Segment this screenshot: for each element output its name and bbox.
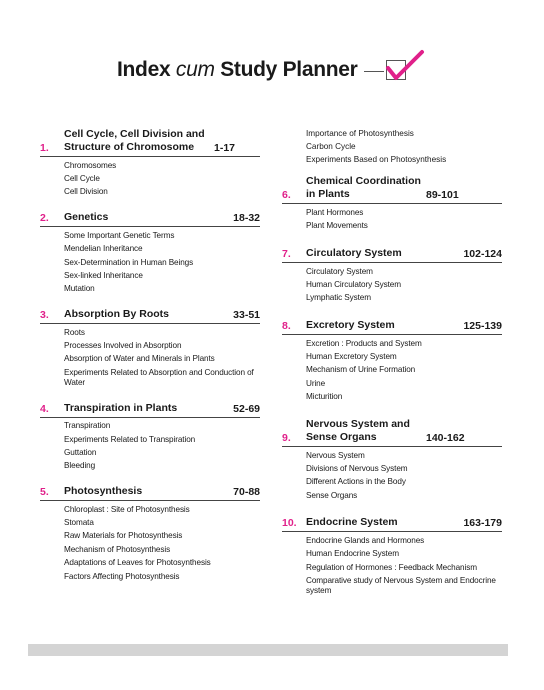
topic-item: Nervous System xyxy=(306,450,365,460)
chapter-heading xyxy=(40,128,260,157)
title-text-italic: cum xyxy=(175,58,215,81)
topic-item: Carbon Cycle xyxy=(306,142,356,152)
topic-item: Sense Organs xyxy=(306,490,358,500)
topic-list xyxy=(64,229,260,296)
topic-item: Absorption of Water and Minerals in Plants xyxy=(64,354,215,364)
topic-item: Factors Affecting Photosynthesis xyxy=(64,571,180,581)
chapter-pages: 70-88 xyxy=(233,486,260,498)
topic-item: Some Important Genetic Terms xyxy=(64,230,175,240)
topic-item: Plant Hormones xyxy=(306,207,364,217)
topic-item: Human Endocrine System xyxy=(306,549,399,559)
chapter-entry xyxy=(282,175,502,233)
chapter-title: Excretory System xyxy=(306,319,395,331)
chapter-pages: 125-139 xyxy=(463,320,502,332)
topic-item: Adaptations of Leaves for Photosynthesis xyxy=(64,558,211,568)
title-rule xyxy=(364,71,384,72)
page-title xyxy=(117,58,358,82)
topic-item: Lymphatic System xyxy=(306,293,371,303)
chapter-number: 9. xyxy=(282,431,291,444)
chapter-title: Photosynthesis xyxy=(64,485,143,497)
chapter-heading xyxy=(282,247,502,263)
chapter-heading xyxy=(40,308,260,324)
topic-item: Roots xyxy=(64,327,85,337)
topic-item: Mendelian Inheritance xyxy=(64,244,143,254)
chapter-entry xyxy=(282,319,502,404)
chapter-title: Cell Cycle, Cell Division and Structure of Chromosome xyxy=(64,128,205,153)
chapter-entry xyxy=(282,418,502,503)
topic-item: Importance of Photosynthesis xyxy=(306,128,414,138)
chapter-number: 3. xyxy=(40,309,49,321)
footer-bar xyxy=(28,644,508,656)
topic-list xyxy=(306,206,502,233)
chapter-heading xyxy=(40,211,260,227)
chapter-title: Nervous System and Sense Organs xyxy=(306,417,410,443)
chapter-number: 6. xyxy=(282,189,291,202)
topic-item: Circulatory System xyxy=(306,266,373,276)
chapter-number: 2. xyxy=(40,212,49,225)
topic-item: Human Excretory System xyxy=(306,352,397,362)
title-text-1: Index xyxy=(117,58,176,81)
topic-item: Urine xyxy=(306,378,326,388)
topic-item: Experiments Related to Absorption and Conduction of Water xyxy=(64,367,254,387)
topic-item: Processes Involved in Absorption xyxy=(64,341,182,351)
chapter-title: Absorption By Roots xyxy=(64,308,169,320)
topic-item: Micturition xyxy=(306,392,343,402)
chapter-pages: 140-162 xyxy=(426,431,465,444)
topic-item: Sex-Determination in Human Beings xyxy=(64,257,194,267)
chapter-pages: 1-17 xyxy=(214,142,236,154)
chapter-entry xyxy=(40,402,260,474)
chapter-pages: 33-51 xyxy=(233,309,260,321)
chapter-number: 5. xyxy=(40,486,49,498)
title-text-2: Study Planner xyxy=(214,58,358,81)
chapter-heading xyxy=(40,402,260,418)
chapter-heading xyxy=(282,516,502,532)
topic-item: Transpiration xyxy=(64,421,111,431)
chapter-pages: 18-32 xyxy=(233,212,260,225)
chapter-number: 1. xyxy=(40,142,49,154)
topic-item: Cell Division xyxy=(64,187,108,197)
topic-item: Chloroplast : Site of Photosynthesis xyxy=(64,504,190,514)
chapter-title: Transpiration in Plants xyxy=(64,401,178,414)
topic-item: Comparative study of Nervous System and Endocrine system xyxy=(306,576,496,596)
chapter-pages: 102-124 xyxy=(463,247,502,260)
page-header xyxy=(0,46,544,90)
chapter-title: Circulatory System xyxy=(306,246,402,259)
topic-item: Regulation of Hormones : Feedback Mechanism xyxy=(306,562,477,572)
chapter-title: Endocrine System xyxy=(306,516,398,529)
topic-list xyxy=(306,449,502,503)
chapter-entry xyxy=(282,516,502,598)
right-column xyxy=(282,127,502,610)
topic-item: Divisions of Nervous System xyxy=(306,463,408,473)
chapter-number: 8. xyxy=(282,320,291,332)
topic-item: Stomata xyxy=(64,518,94,528)
topic-item: Endocrine Glands and Hormones xyxy=(306,536,425,546)
topic-item: Experiments Based on Photosynthesis xyxy=(306,155,447,165)
topic-item: Mechanism of Urine Formation xyxy=(306,365,416,375)
topic-item: Raw Materials for Photosynthesis xyxy=(64,531,183,541)
chapter-pages: 89-101 xyxy=(426,189,459,202)
topic-list xyxy=(306,337,502,404)
topic-list xyxy=(64,420,260,474)
topic-list xyxy=(64,326,260,390)
chapter-entry xyxy=(40,128,260,199)
topic-item: Plant Movements xyxy=(306,221,368,231)
chapter-heading xyxy=(40,485,260,501)
topic-item: Sex-linked Inheritance xyxy=(64,270,143,280)
chapter-title: Genetics xyxy=(64,211,109,224)
topic-item: Mutation xyxy=(64,284,95,294)
topic-item: Human Circulatory System xyxy=(306,279,401,289)
topic-item: Chromosomes xyxy=(64,160,117,170)
topic-list xyxy=(306,534,502,598)
topic-list xyxy=(306,265,502,305)
topic-item: Mechanism of Photosynthesis xyxy=(64,544,171,554)
chapter-number: 4. xyxy=(40,402,49,415)
chapter-pages: 52-69 xyxy=(233,402,260,415)
checkmark-icon xyxy=(382,46,426,86)
topic-item: Guttation xyxy=(64,447,97,457)
chapter-entry xyxy=(40,485,260,583)
topic-item: Excretion : Products and System xyxy=(306,338,422,348)
chapter-entry xyxy=(282,247,502,305)
chapter-entry xyxy=(40,308,260,390)
topic-item: Different Actions in the Body xyxy=(306,477,406,487)
chapter-pages: 163-179 xyxy=(463,517,502,530)
topic-item: Cell Cycle xyxy=(64,174,100,184)
chapter-heading xyxy=(282,418,502,447)
topic-item: Bleeding xyxy=(64,461,96,471)
chapter-title: Chemical Coordination in Plants xyxy=(306,175,421,201)
continued-topic-list xyxy=(306,127,502,167)
chapter-number: 10. xyxy=(282,517,297,530)
chapter-heading xyxy=(282,319,502,335)
chapter-entry xyxy=(40,211,260,296)
topic-item: Experiments Related to Transpiration xyxy=(64,434,196,444)
chapter-number: 7. xyxy=(282,247,291,260)
chapter-heading xyxy=(282,175,502,204)
topic-list xyxy=(64,503,260,583)
left-column xyxy=(40,128,260,595)
topic-list xyxy=(64,159,260,199)
